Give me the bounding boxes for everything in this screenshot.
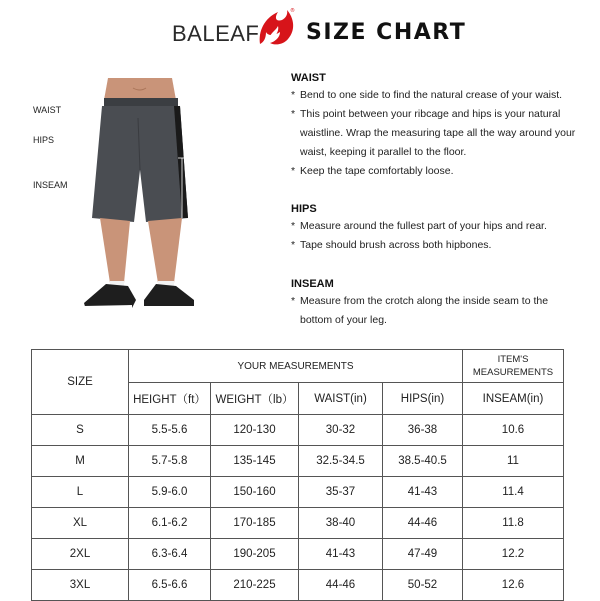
cell-height: 6.5-6.6: [129, 570, 211, 601]
cell-weight: 120-130: [211, 415, 299, 446]
waist-step-2: * This point between your ribcage and hips is your natural waistline. Wrap the measuring tape all the way around your waist, keeping it parallel to the floor.: [291, 105, 591, 162]
inseam-instructions: [291, 276, 571, 330]
cell-waist: 35-37: [299, 477, 383, 508]
cell-size: M: [32, 446, 129, 477]
page-title: SIZE CHART: [306, 20, 467, 45]
items-measurements-header: ITEM'S MEASUREMENTS: [463, 350, 564, 383]
table-row: [32, 415, 564, 446]
cell-hips: 38.5-40.5: [383, 446, 463, 477]
waist-label: WAIST: [33, 105, 62, 115]
cell-size: L: [32, 477, 129, 508]
cell-hips: 44-46: [383, 508, 463, 539]
cell-inseam: 12.6: [463, 570, 564, 601]
table-header-row: [32, 350, 564, 383]
column-header-hips: HIPS(in): [383, 383, 463, 415]
cell-waist: 44-46: [299, 570, 383, 601]
cell-hips: 47-49: [383, 539, 463, 570]
cell-hips: 36-38: [383, 415, 463, 446]
size-header: SIZE: [32, 350, 129, 415]
hips-label: HIPS: [33, 135, 55, 145]
cell-inseam: 10.6: [463, 415, 564, 446]
cell-height: 5.7-5.8: [129, 446, 211, 477]
table-row: [32, 508, 564, 539]
waist-instructions: [291, 70, 591, 181]
cell-size: 2XL: [32, 539, 129, 570]
page-header: [0, 8, 600, 52]
cell-height: 5.9-6.0: [129, 477, 211, 508]
brand-name: BALEAF: [172, 21, 260, 46]
cell-weight: 210-225: [211, 570, 299, 601]
waist-heading: WAIST: [291, 72, 326, 84]
cell-inseam: 11.4: [463, 477, 564, 508]
table-row: [32, 477, 564, 508]
cell-waist: 38-40: [299, 508, 383, 539]
cell-size: S: [32, 415, 129, 446]
cell-hips: 41-43: [383, 477, 463, 508]
flame-logo-icon: [252, 6, 298, 52]
hips-step-1: * Measure around the fullest part of your hips and rear.: [291, 217, 591, 236]
hips-instructions: [291, 201, 591, 255]
table-row: [32, 570, 564, 601]
cell-inseam: 11: [463, 446, 564, 477]
cell-weight: 135-145: [211, 446, 299, 477]
model-in-shorts-image: [78, 78, 200, 318]
column-header-weight: WEIGHT（lb）: [211, 383, 299, 415]
cell-waist: 32.5-34.5: [299, 446, 383, 477]
waist-step-1: * Bend to one side to find the natural crease of your waist.: [291, 86, 591, 105]
cell-height: 5.5-5.6: [129, 415, 211, 446]
column-header-inseam: INSEAM(in): [463, 383, 564, 415]
hips-step-2: * Tape should brush across both hipbones.: [291, 236, 591, 255]
cell-height: 6.3-6.4: [129, 539, 211, 570]
cell-waist: 41-43: [299, 539, 383, 570]
cell-weight: 150-160: [211, 477, 299, 508]
your-measurements-header: YOUR MEASUREMENTS: [129, 350, 463, 383]
cell-size: XL: [32, 508, 129, 539]
cell-weight: 190-205: [211, 539, 299, 570]
inseam-heading: INSEAM: [291, 278, 334, 290]
cell-hips: 50-52: [383, 570, 463, 601]
inseam-step-1: * Measure from the crotch along the inside seam to the bottom of your leg.: [291, 292, 571, 330]
column-header-height: HEIGHT（ft）: [129, 383, 211, 415]
svg-text:®: ®: [290, 8, 295, 14]
hips-heading: HIPS: [291, 203, 317, 215]
table-row: [32, 446, 564, 477]
waist-step-3: * Keep the tape comfortably loose.: [291, 162, 591, 181]
cell-weight: 170-185: [211, 508, 299, 539]
column-header-waist: WAIST(in): [299, 383, 383, 415]
inseam-label: INSEAM: [33, 180, 68, 190]
size-chart-table: [31, 349, 564, 601]
cell-waist: 30-32: [299, 415, 383, 446]
cell-inseam: 12.2: [463, 539, 564, 570]
cell-size: 3XL: [32, 570, 129, 601]
cell-height: 6.1-6.2: [129, 508, 211, 539]
table-row: [32, 539, 564, 570]
cell-inseam: 11.8: [463, 508, 564, 539]
